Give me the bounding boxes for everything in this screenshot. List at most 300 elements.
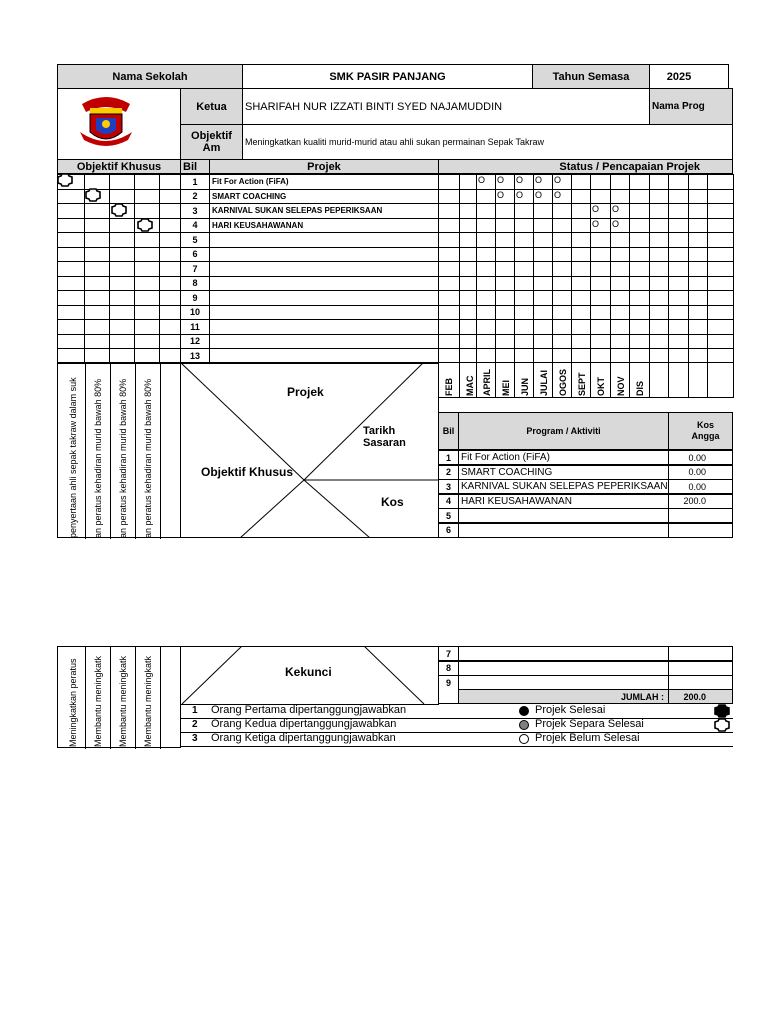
project-no: 3	[180, 203, 210, 219]
total-blank	[438, 689, 459, 704]
status-cell	[533, 261, 553, 277]
status-cell	[552, 305, 572, 321]
month-label: OGOS	[558, 368, 568, 396]
diagram-objektif-khusus: Objektif Khusus	[201, 465, 294, 479]
legend-person-text: Orang Ketiga dipertanggungjawabkan	[211, 732, 396, 744]
status-cell	[707, 261, 734, 277]
month-cell	[707, 362, 734, 398]
status-cell	[476, 261, 496, 277]
status-cell	[629, 203, 650, 219]
objective-cell	[109, 261, 135, 277]
objective-cell	[159, 305, 182, 321]
status-cell	[552, 319, 572, 335]
status-cell	[438, 276, 460, 292]
project-name[interactable]	[209, 334, 439, 350]
project-no: 5	[180, 232, 210, 248]
objective-cell	[57, 232, 85, 248]
objective-cell	[84, 276, 110, 292]
status-cell	[707, 319, 734, 335]
project-name[interactable]	[209, 290, 439, 306]
status-cell	[459, 189, 477, 205]
status-cell	[610, 334, 630, 350]
objective-cell	[109, 290, 135, 306]
partial-gear-icon	[57, 173, 73, 187]
status-dot-icon	[519, 734, 529, 744]
program-row-cost	[668, 661, 733, 676]
status-cell	[552, 290, 572, 306]
status-cell	[668, 203, 689, 219]
objective-cell	[57, 247, 85, 263]
status-cell	[495, 232, 515, 248]
program-row-no: 4	[438, 494, 459, 509]
project-no: 10	[180, 305, 210, 321]
objective-cell	[57, 189, 85, 205]
status-cell	[552, 232, 572, 248]
status-cell	[688, 334, 708, 350]
status-cell	[668, 232, 689, 248]
status-cell	[649, 203, 669, 219]
objective-lower-2: Membantu meningkatk	[93, 655, 103, 747]
status-cell	[571, 290, 591, 306]
month-cell	[688, 362, 708, 398]
status-mark: O	[535, 175, 543, 185]
objective-cell	[57, 218, 85, 234]
legend-border-left	[180, 704, 181, 747]
status-cell	[590, 290, 611, 306]
status-cell	[533, 276, 553, 292]
legend-status-text: Projek Selesai	[535, 704, 606, 716]
objective-cell	[134, 305, 160, 321]
status-cell	[552, 261, 572, 277]
month-label: JULAI	[539, 369, 549, 396]
objective-cell	[84, 319, 110, 335]
leader-label: Ketua	[180, 88, 243, 125]
status-cell	[495, 203, 515, 219]
project-no: 1	[180, 174, 210, 190]
status-cell	[668, 290, 689, 306]
status-cell	[707, 189, 734, 205]
status-cell	[649, 232, 669, 248]
status-cell	[476, 305, 496, 321]
year-value: 2025	[649, 64, 729, 89]
school-name: SMK PASIR PANJANG	[242, 64, 533, 89]
status-cell	[495, 247, 515, 263]
program-col-bil: Bil	[438, 412, 459, 450]
status-cell	[688, 261, 708, 277]
program-col-cost-line2: Angga	[691, 431, 720, 441]
school-crest-icon	[76, 92, 136, 152]
status-cell	[459, 174, 477, 190]
objective-lower-4: Membantu meningkatk	[143, 655, 153, 747]
status-cell	[688, 319, 708, 335]
status-cell	[649, 218, 669, 234]
project-name[interactable]	[209, 276, 439, 292]
program-row-no: 6	[438, 523, 459, 538]
status-cell	[438, 189, 460, 205]
status-cell	[668, 334, 689, 350]
objective-cell	[134, 290, 160, 306]
objective-cell	[134, 261, 160, 277]
status-cell	[668, 174, 689, 190]
status-cell	[571, 305, 591, 321]
status-cell	[571, 189, 591, 205]
status-cell	[533, 290, 553, 306]
status-cell	[629, 319, 650, 335]
program-row-cost: 0.00	[668, 450, 733, 465]
status-cell	[459, 218, 477, 234]
program-row-no: 5	[438, 508, 459, 523]
program-row-name[interactable]	[458, 661, 669, 676]
status-mark: O	[612, 218, 620, 229]
status-cell	[590, 174, 611, 190]
status-cell	[610, 174, 630, 190]
month-label: NOV	[616, 376, 626, 396]
status-cell	[476, 319, 496, 335]
objective-cell	[84, 203, 110, 219]
status-cell	[552, 276, 572, 292]
status-mark: O	[497, 189, 505, 200]
objective-vertical-4: an peratus kehadiran murid bawah 80%	[143, 378, 153, 538]
status-cell	[688, 305, 708, 321]
status-cell	[629, 276, 650, 292]
status-cell	[688, 218, 708, 234]
school-label: Nama Sekolah	[57, 64, 243, 89]
status-cell	[514, 232, 534, 248]
program-row-name[interactable]	[458, 508, 669, 523]
program-row-name[interactable]	[458, 523, 669, 538]
status-cell	[438, 218, 460, 234]
status-cell	[610, 276, 630, 292]
status-cell	[438, 174, 460, 190]
objective-vertical-2: an peratus kehadiran murid bawah 80%	[93, 378, 103, 538]
project-no: 9	[180, 290, 210, 306]
project-no: 13	[180, 348, 210, 364]
objective-marker	[111, 203, 127, 217]
objective-cell	[109, 334, 135, 350]
status-mark: O	[497, 175, 505, 185]
project-name[interactable]	[209, 305, 439, 321]
status-cell	[571, 261, 591, 277]
program-row-name[interactable]: HARI KEUSAHAWANAN	[458, 494, 669, 509]
status-cell	[438, 305, 460, 321]
status-mark: O	[612, 204, 620, 214]
project-no: 6	[180, 247, 210, 263]
program-row-cost: 200.0	[668, 494, 733, 509]
objective-lower-3: Membantu meningkatk	[118, 655, 128, 747]
status-cell	[514, 203, 534, 219]
objective-cell	[159, 261, 182, 277]
diagram-tarikh: Tarikh	[363, 425, 396, 437]
status-cell	[476, 276, 496, 292]
status-cell	[459, 276, 477, 292]
status-cell	[459, 232, 477, 248]
status-mark: O	[535, 189, 543, 200]
status-cell	[649, 276, 669, 292]
status-cell	[688, 232, 708, 248]
status-cell	[476, 290, 496, 306]
status-cell	[688, 276, 708, 292]
school-logo-cell	[57, 88, 181, 160]
project-name[interactable]: SMART COACHING	[209, 189, 439, 205]
status-cell	[438, 203, 460, 219]
program-row-no: 8	[438, 661, 459, 676]
diagram-kekunci: Kekunci	[285, 665, 332, 679]
status-mark: O	[516, 189, 524, 200]
status-cell	[495, 218, 515, 234]
status-cell	[476, 189, 496, 205]
objective-cell	[57, 319, 85, 335]
status-cell	[707, 218, 734, 234]
status-cell	[533, 247, 553, 263]
status-cell	[514, 319, 534, 335]
objective-cell	[84, 334, 110, 350]
objective-cell	[84, 261, 110, 277]
status-cell	[610, 261, 630, 277]
program-row-name[interactable]: SMART COACHING	[458, 465, 669, 480]
diagram-projek: Projek	[287, 385, 324, 399]
status-cell	[707, 305, 734, 321]
status-cell	[707, 203, 734, 219]
status-cell	[571, 319, 591, 335]
col-status-header: Status / Pencapaian Projek	[438, 159, 733, 174]
program-row-name[interactable]: Fit For Action (FiFA)	[458, 450, 669, 465]
objective-cell	[134, 319, 160, 335]
status-cell	[707, 290, 734, 306]
objective-cell	[109, 174, 135, 190]
program-row-no: 1	[438, 450, 459, 465]
partial-gear-icon	[714, 718, 730, 732]
status-cell	[476, 334, 496, 350]
objective-cell	[84, 305, 110, 321]
status-cell	[668, 218, 689, 234]
status-cell	[590, 261, 611, 277]
objective-cell	[57, 305, 85, 321]
status-cell	[459, 290, 477, 306]
partial-gear-icon	[137, 218, 153, 232]
program-row-cost	[668, 646, 733, 661]
program-row-cost	[668, 675, 733, 690]
full-gear-marker	[714, 704, 730, 718]
status-cell	[514, 334, 534, 350]
status-cell	[459, 334, 477, 350]
status-cell	[571, 203, 591, 219]
status-cell	[668, 189, 689, 205]
objective-cell	[84, 290, 110, 306]
project-name[interactable]	[209, 232, 439, 248]
objective-cell	[159, 218, 182, 234]
objective-cell	[84, 232, 110, 248]
program-row-cost: 0.00	[668, 465, 733, 480]
month-cell	[668, 362, 689, 398]
status-cell	[629, 218, 650, 234]
status-cell	[649, 247, 669, 263]
status-cell	[649, 305, 669, 321]
objectives-vertical-upper	[57, 362, 181, 538]
status-cell	[533, 305, 553, 321]
program-name-label: Nama Prog	[649, 88, 733, 125]
status-cell	[649, 319, 669, 335]
project-name[interactable]: Fit For Action (FiFA)	[209, 174, 439, 190]
objective-cell	[159, 276, 182, 292]
status-cell	[629, 189, 650, 205]
objective-vertical-3: an peratus kehadiran murid bawah 80%	[118, 378, 128, 538]
objective-cell	[84, 218, 110, 234]
legend-person-text: Orang Kedua dipertanggungjawabkan	[211, 718, 397, 730]
status-cell	[629, 334, 650, 350]
status-cell	[610, 247, 630, 263]
status-mark: O	[554, 175, 562, 185]
status-cell	[438, 319, 460, 335]
status-cell	[590, 305, 611, 321]
program-row-cost: 0.00	[668, 479, 733, 494]
objective-lower-1: Meningkatkan peratus	[68, 658, 78, 747]
objective-marker	[57, 173, 73, 187]
status-cell	[552, 247, 572, 263]
program-row-name[interactable]	[458, 646, 669, 661]
legend-row-line	[180, 746, 733, 747]
status-cell	[688, 189, 708, 205]
objective-cell	[134, 189, 160, 205]
program-row-name[interactable]	[458, 675, 669, 690]
status-cell	[476, 247, 496, 263]
objective-cell	[109, 319, 135, 335]
status-cell	[649, 174, 669, 190]
legend-person-text: Orang Pertama dipertanggungjawabkan	[211, 704, 407, 716]
month-cell	[649, 362, 669, 398]
status-cell	[533, 203, 553, 219]
status-cell	[590, 189, 611, 205]
objective-cell	[134, 334, 160, 350]
program-row-name[interactable]: KARNIVAL SUKAN SELEPAS PEPERIKSAAN	[458, 479, 669, 494]
status-cell	[688, 203, 708, 219]
project-no: 8	[180, 276, 210, 292]
project-no: 4	[180, 218, 210, 234]
objective-cell	[159, 319, 182, 335]
status-cell	[571, 218, 591, 234]
project-name[interactable]	[209, 319, 439, 335]
status-cell	[649, 189, 669, 205]
program-row-cost	[668, 523, 733, 538]
status-cell	[552, 334, 572, 350]
month-label: SEPT	[577, 372, 587, 396]
objective-cell	[57, 334, 85, 350]
month-label: DIS	[635, 380, 645, 396]
objective-cell	[159, 203, 182, 219]
status-cell	[649, 261, 669, 277]
status-cell	[514, 247, 534, 263]
status-cell	[459, 247, 477, 263]
col-objectives-header: Objektif Khusus	[57, 159, 181, 174]
status-cell	[649, 334, 669, 350]
project-name[interactable]	[209, 247, 439, 263]
objective-cell	[134, 203, 160, 219]
status-cell	[495, 334, 515, 350]
objective-cell	[84, 247, 110, 263]
month-label: MAC	[465, 375, 475, 396]
status-mark: O	[554, 189, 562, 200]
objective-marker	[85, 188, 101, 202]
status-cell	[476, 218, 496, 234]
status-cell	[438, 232, 460, 248]
month-label: FEB	[444, 378, 454, 396]
status-cell	[571, 247, 591, 263]
status-cell	[629, 232, 650, 248]
col-bil-header: Bil	[180, 159, 210, 174]
status-cell	[629, 174, 650, 190]
status-cell	[610, 305, 630, 321]
status-dot-icon	[519, 706, 529, 716]
objective-label: Objektif Am	[180, 124, 243, 160]
project-name[interactable]: KARNIVAL SUKAN SELEPAS PEPERIKSAAN	[209, 203, 439, 219]
status-cell	[610, 232, 630, 248]
partial-gear-marker	[714, 718, 730, 732]
status-cell	[533, 232, 553, 248]
status-mark: O	[592, 204, 600, 214]
month-label: OKT	[596, 377, 606, 396]
status-cell	[629, 261, 650, 277]
objective-marker	[137, 218, 153, 232]
status-cell	[610, 189, 630, 205]
objective-cell	[109, 189, 135, 205]
status-cell	[571, 334, 591, 350]
status-cell	[495, 290, 515, 306]
program-col-cost	[668, 412, 733, 450]
status-cell	[459, 319, 477, 335]
status-cell	[629, 290, 650, 306]
legend-person-no: 2	[192, 719, 198, 730]
status-cell	[707, 276, 734, 292]
project-no: 2	[180, 189, 210, 205]
diagram-sasaran: Sasaran	[363, 437, 406, 449]
status-cell	[514, 305, 534, 321]
status-cell	[668, 247, 689, 263]
status-cell	[610, 290, 630, 306]
status-cell	[688, 174, 708, 190]
objective-cell	[134, 247, 160, 263]
objective-cell	[57, 290, 85, 306]
objective-cell	[159, 334, 182, 350]
project-no: 12	[180, 334, 210, 350]
objective-vertical-1: penyertaan ahli sepak takraw dalam suk	[68, 377, 78, 538]
objective-cell	[109, 232, 135, 248]
status-cell	[495, 276, 515, 292]
program-row-no: 7	[438, 646, 459, 661]
status-cell	[707, 247, 734, 263]
leader-name: SHARIFAH NUR IZZATI BINTI SYED NAJAMUDDIN	[242, 88, 650, 125]
status-cell	[590, 276, 611, 292]
objective-cell	[134, 276, 160, 292]
status-cell	[707, 174, 734, 190]
status-cell	[459, 203, 477, 219]
program-col-activity: Program / Aktiviti	[458, 412, 669, 450]
status-mark: O	[592, 218, 600, 229]
program-row-no: 9	[438, 675, 459, 690]
status-cell	[459, 305, 477, 321]
legend-diagram-upper	[180, 362, 439, 538]
status-cell	[438, 334, 460, 350]
status-cell	[668, 319, 689, 335]
status-cell	[688, 247, 708, 263]
status-cell	[668, 305, 689, 321]
status-cell	[476, 232, 496, 248]
project-name[interactable]: HARI KEUSAHAWANAN	[209, 218, 439, 234]
objective-cell	[159, 232, 182, 248]
legend-person-no: 1	[192, 705, 198, 716]
project-no: 11	[180, 319, 210, 335]
project-name[interactable]	[209, 261, 439, 277]
month-header-area	[438, 362, 733, 412]
diagram-kos: Kos	[381, 495, 404, 509]
